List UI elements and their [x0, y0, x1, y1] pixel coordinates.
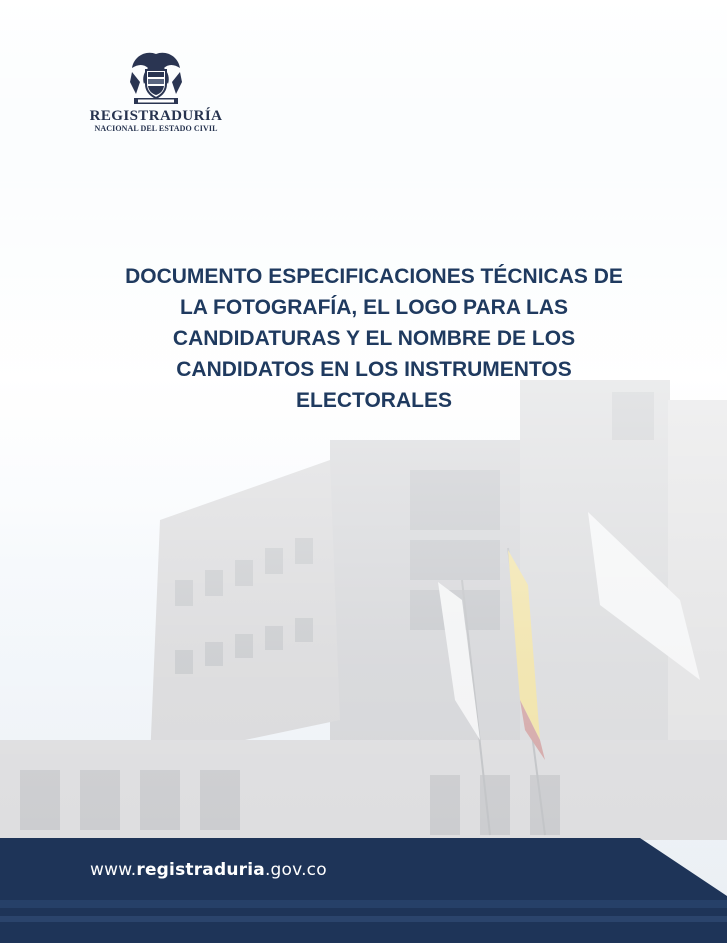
logo-name: REGISTRADURÍA	[89, 108, 223, 124]
url-suffix: .gov.co	[264, 860, 327, 880]
coat-of-arms-icon	[126, 48, 186, 106]
title-line: LA FOTOGRAFÍA, EL LOGO PARA LAS	[179, 296, 569, 319]
document-title	[86, 261, 662, 416]
website-url[interactable]	[90, 860, 327, 880]
title-line: CANDIDATOS EN LOS INSTRUMENTOS	[176, 358, 572, 381]
title-line: DOCUMENTO ESPECIFICACIONES TÉCNICAS DE	[125, 265, 623, 288]
footer-band	[0, 838, 727, 943]
title-line: CANDIDATURAS Y EL NOMBRE DE LOS	[172, 327, 576, 350]
title-line: ELECTORALES	[296, 389, 452, 412]
registraduria-logo	[88, 48, 224, 133]
logo-subtitle: NACIONAL DEL ESTADO CIVIL	[94, 124, 218, 133]
url-prefix: www.	[90, 860, 137, 880]
url-name: registraduria	[136, 860, 265, 880]
